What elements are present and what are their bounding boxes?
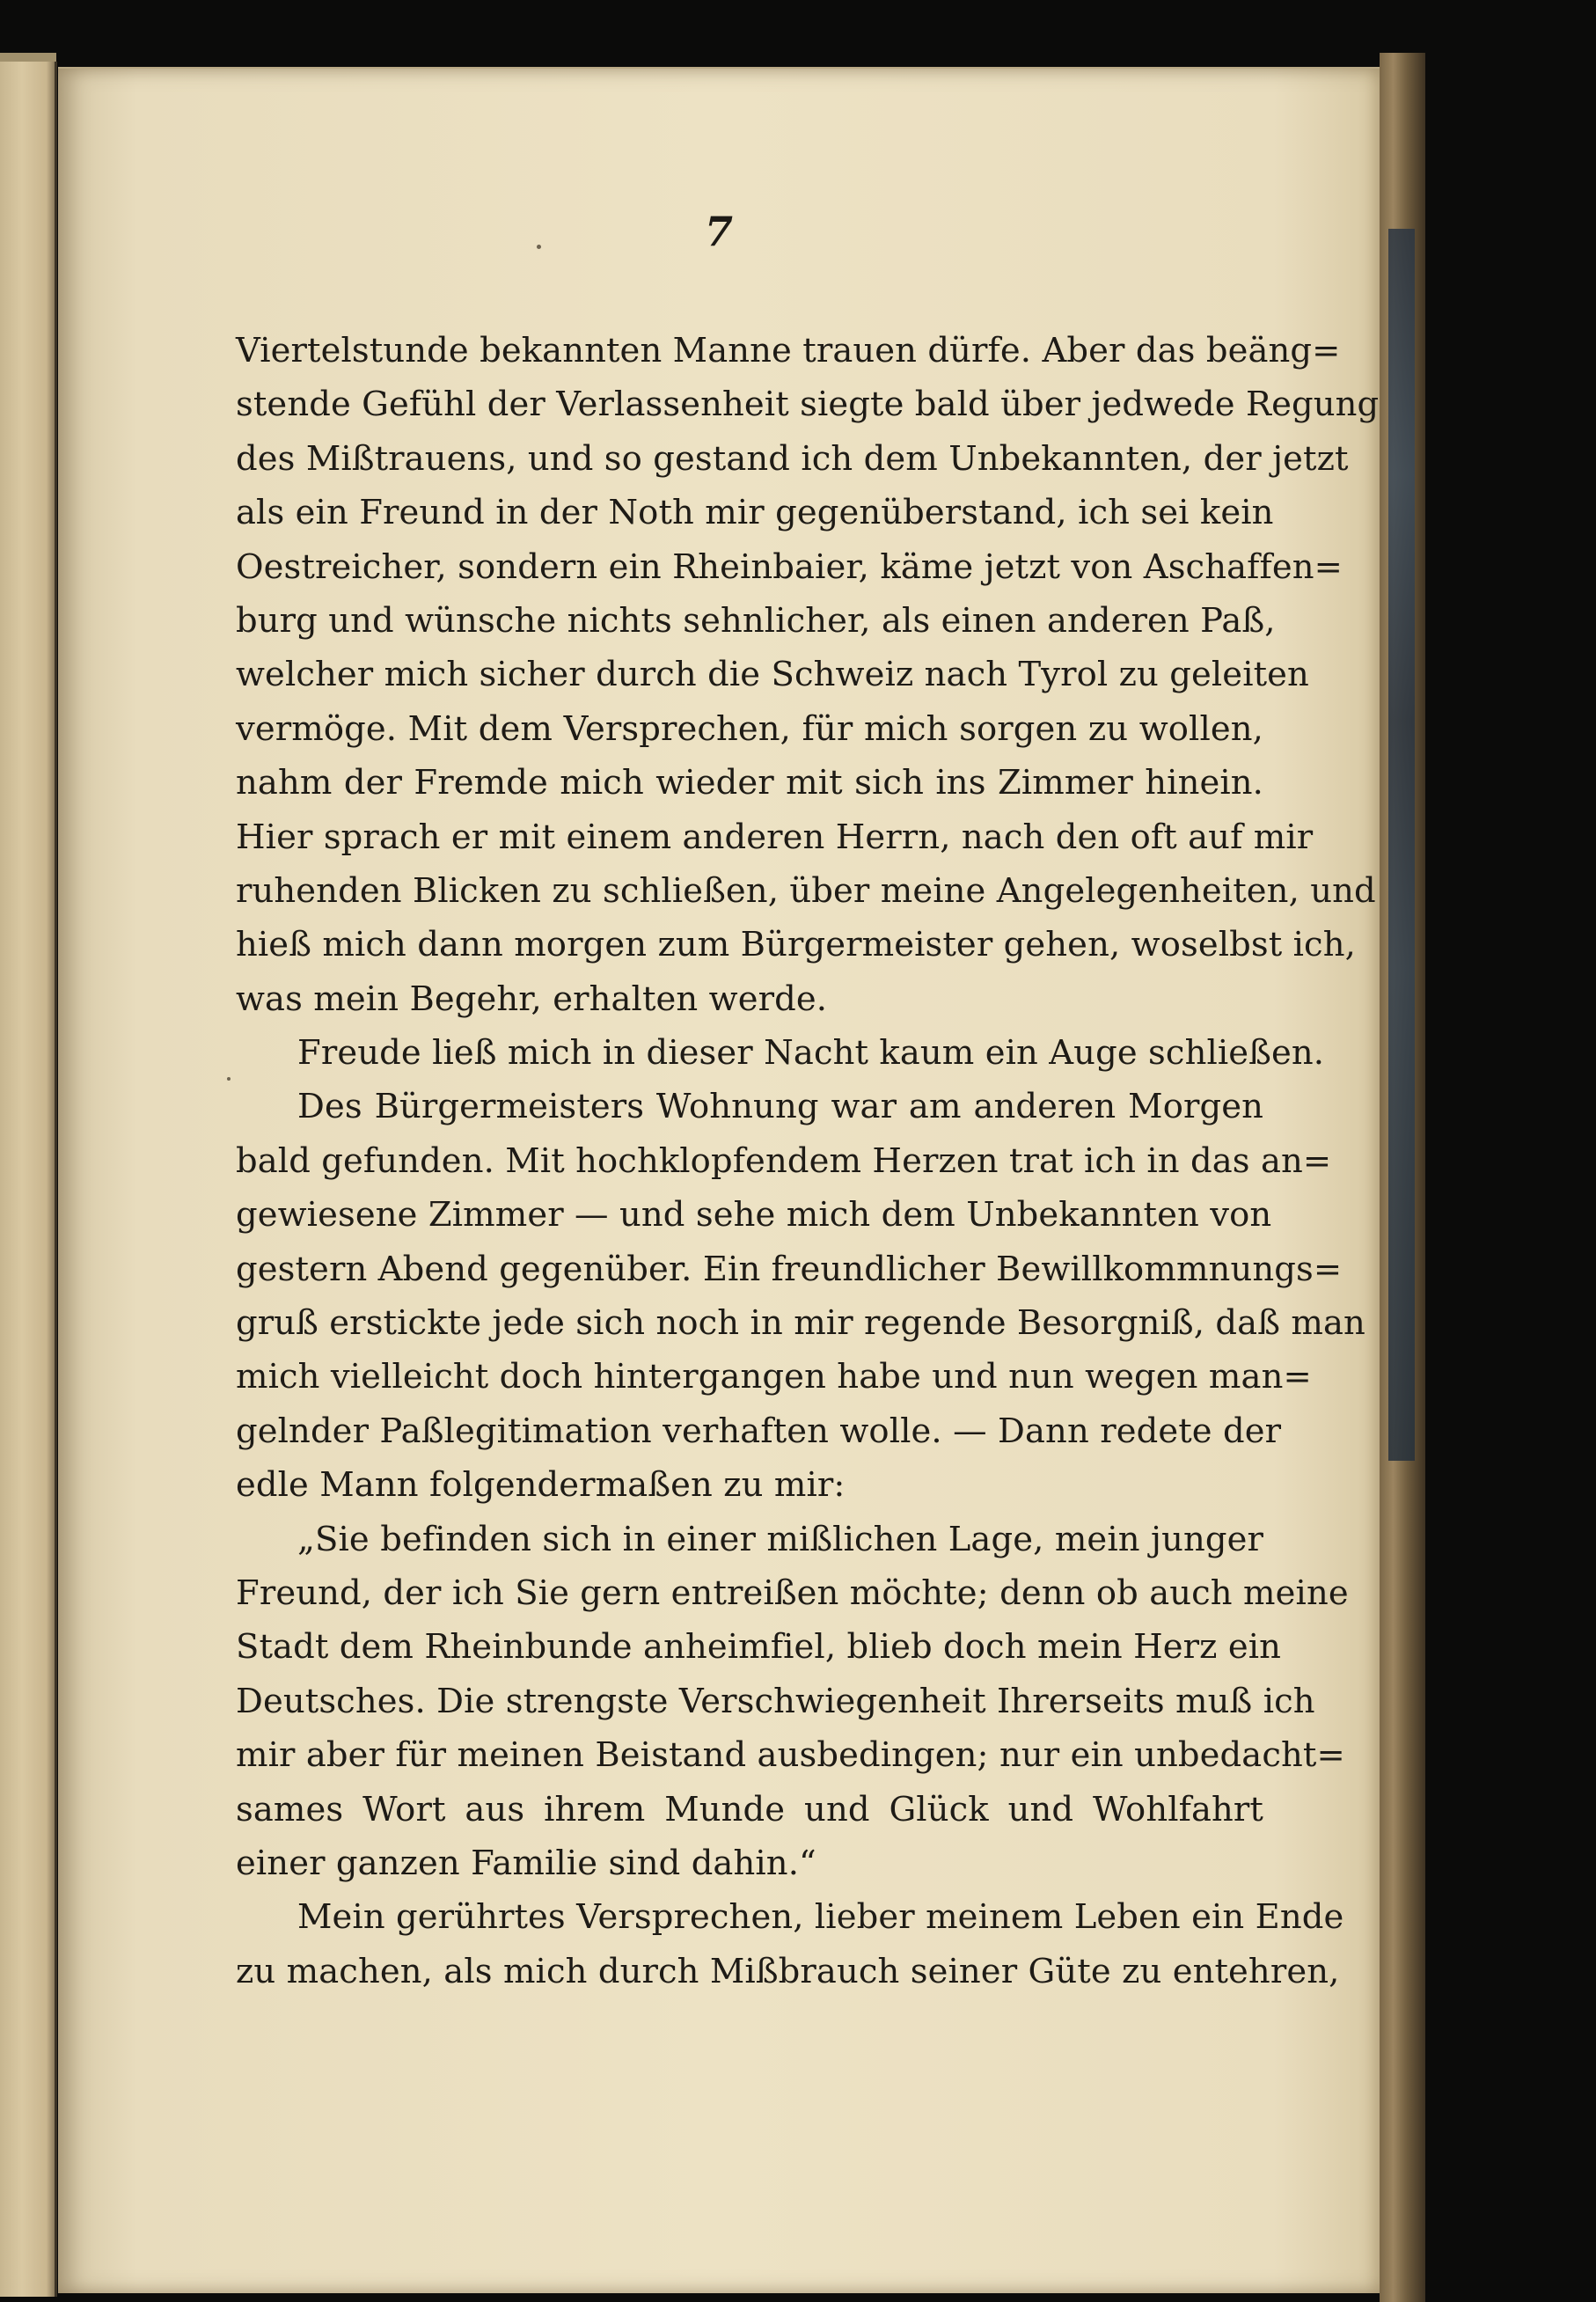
text-line: einer ganzen Familie sind dahin.“ xyxy=(236,1843,816,1883)
text-line: Hier sprach er mit einem anderen Herrn, nach den oft auf mir xyxy=(236,817,1314,857)
text-line: gruß erstickte jede sich noch in mir regende Besorgniß, daß man xyxy=(236,1303,1365,1344)
text-line: stende Gefühl der Verlassenheit siegte bald über jedwede Regung xyxy=(236,385,1380,425)
text-line: gelnder Paßlegitimation verhaften wolle. — Dann redete der xyxy=(236,1411,1282,1451)
text-line: mir aber für meinen Beistand ausbedingen; nur ein unbedacht= xyxy=(236,1735,1345,1776)
text-line: Mein gerührtes Versprechen, lieber meinem Leben ein Ende xyxy=(297,1897,1344,1938)
text-line: edle Mann folgendermaßen zu mir: xyxy=(236,1465,846,1506)
text-line: des Mißtrauens, und so gestand ich dem Unbekannten, der jetzt xyxy=(236,438,1349,479)
text-line: gewiesene Zimmer — und sehe mich dem Unbekannten von xyxy=(236,1195,1272,1235)
text-line: Freund, der ich Sie gern entreißen möchte; denn ob auch meine xyxy=(236,1573,1349,1613)
text-line: Des Bürgermeisters Wohnung war am anderen Morgen xyxy=(297,1087,1263,1127)
text-line: vermöge. Mit dem Versprechen, für mich sorgen zu wollen, xyxy=(236,708,1263,749)
text-line: bald gefunden. Mit hochklopfendem Herzen trat ich in das an= xyxy=(236,1140,1332,1181)
book-page xyxy=(58,67,1380,2293)
text-line: mich vielleicht doch hintergangen habe und nun wegen man= xyxy=(236,1357,1312,1397)
text-line: was mein Begehr, erhalten werde. xyxy=(236,979,828,1019)
paper-speck xyxy=(227,1077,231,1081)
text-line: ruhenden Blicken zu schließen, über meine Angelegenheiten, und xyxy=(236,870,1376,911)
text-line: Deutsches. Die strengste Verschwiegenheit Ihrerseits muß ich xyxy=(236,1681,1315,1721)
text-line: Stadt dem Rheinbunde anheimfiel, blieb doch mein Herz ein xyxy=(236,1627,1282,1668)
text-line: burg und wünsche nichts sehnlicher, als einen anderen Paß, xyxy=(236,600,1276,641)
text-line: als ein Freund in der Noth mir gegenüberstand, ich sei kein xyxy=(236,493,1274,533)
facing-page-strip xyxy=(0,62,57,2297)
text-line: Viertelstunde bekannten Manne trauen dürfe. Aber das beäng= xyxy=(236,331,1341,370)
text-line: „Sie befinden sich in einer mißlichen Lage, mein junger xyxy=(297,1519,1263,1559)
book-cover-edge xyxy=(1380,53,1425,2302)
text-line: Oestreicher, sondern ein Rheinbaier, käme jetzt von Aschaffen= xyxy=(236,546,1343,587)
body-text xyxy=(236,324,1380,1998)
text-line: gestern Abend gegenüber. Ein freundlicher Bewillkommnungs= xyxy=(236,1249,1343,1289)
text-line: welcher mich sicher durch die Schweiz nach Tyrol zu geleiten xyxy=(236,655,1309,695)
text-line: sames Wort aus ihrem Munde und Glück und Wohlfahrt xyxy=(236,1789,1263,1829)
text-line: hieß mich dann morgen zum Bürgermeister gehen, woselbst ich, xyxy=(236,925,1356,965)
text-line: Freude ließ mich in dieser Nacht kaum ein Auge schließen. xyxy=(297,1033,1325,1074)
paper-speck xyxy=(537,245,541,249)
text-line: zu machen, als mich durch Mißbrauch seiner Güte zu entehren, xyxy=(236,1951,1340,1991)
text-line: nahm der Fremde mich wieder mit sich ins Zimmer hinein. xyxy=(236,763,1263,803)
page-number: 7 xyxy=(704,208,733,255)
